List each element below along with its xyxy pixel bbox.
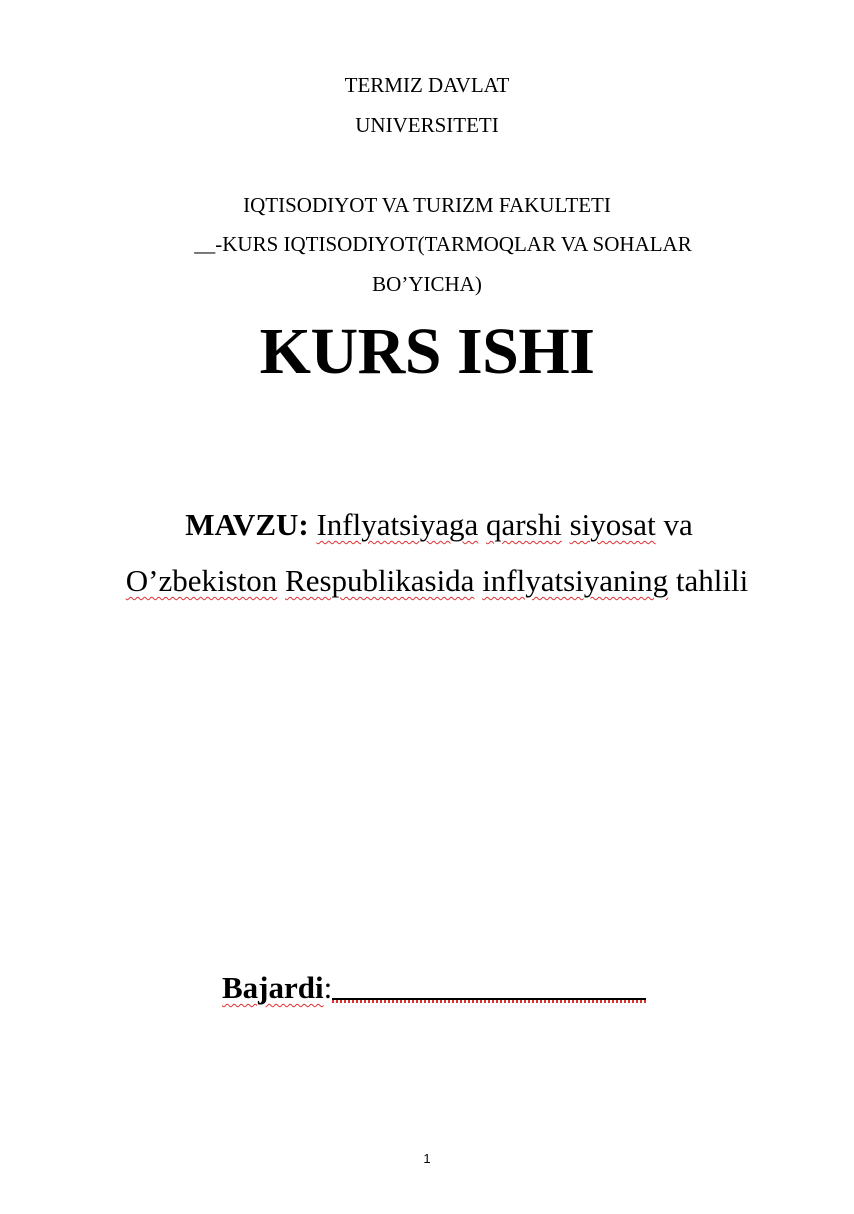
topic-word: siyosat <box>569 507 656 542</box>
topic-line2 <box>10 561 854 601</box>
topic-word: tahlili <box>675 563 749 598</box>
spellcheck-underline <box>332 1000 646 1003</box>
topic-line1 <box>12 505 854 545</box>
topic-label: MAVZU: <box>185 507 309 542</box>
topic-word: O’zbekiston <box>125 563 278 598</box>
topic-word: va <box>663 507 693 542</box>
topic-word: Inflyatsiyaga <box>316 507 479 542</box>
author-line <box>222 966 646 1008</box>
topic-word: Respublikasida <box>285 563 475 598</box>
course-line2: BO’YICHA) <box>372 272 482 296</box>
author-blank-field <box>332 968 646 1000</box>
university-name-line1: TERMIZ DAVLAT <box>344 73 510 97</box>
document-title: KURS ISHI <box>259 315 595 388</box>
page-number: 1 <box>423 1151 431 1166</box>
author-colon: : <box>323 970 333 1005</box>
course-line1: __-KURS IQTISODIYOT(TARMOQLAR VA SOHALAR <box>194 232 692 256</box>
faculty-name: IQTISODIYOT VA TURIZM FAKULTETI <box>243 193 611 217</box>
topic-word: qarshi <box>486 507 562 542</box>
author-label: Bajardi <box>222 970 324 1005</box>
topic-word: inflyatsiyaning <box>482 563 669 598</box>
university-name-line2: UNIVERSITETI <box>355 113 499 137</box>
